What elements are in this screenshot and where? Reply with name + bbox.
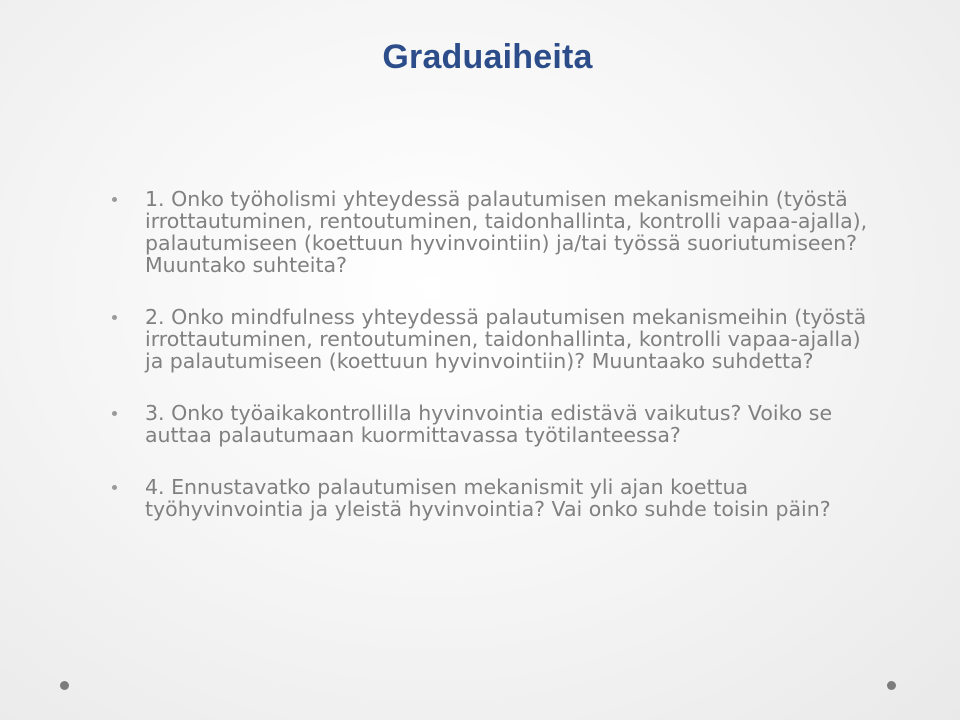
list-item-text: 1. Onko työholismi yhteydessä palautumisen mekanismeihin (työstä irrottautuminen, rentoutuminen, taidonhallinta, kontrolli vapaa-ajalla), palautumiseen (koettuun hyvinvointiin) ja/tai työssä suoriutumiseen? Muuntako suhteita? xyxy=(145,187,868,277)
decorative-dot-icon xyxy=(60,681,69,690)
list-item-text: 4. Ennustavatko palautumisen mekanismit yli ajan koettua työhyvinvointia ja yleistä hyvinvointia? Vai onko suhde toisin päin? xyxy=(145,475,831,521)
bullet-list xyxy=(112,188,882,520)
bullet-icon xyxy=(112,411,117,416)
list-item xyxy=(112,402,882,446)
list-item xyxy=(112,476,882,520)
slide-title: Graduaiheita xyxy=(382,38,593,76)
decorative-dot-icon xyxy=(887,681,896,690)
list-item xyxy=(112,188,882,276)
list-item-text: 2. Onko mindfulness yhteydessä palautumisen mekanismeihin (työstä irrottautuminen, rentoutuminen, taidonhallinta, kontrolli vapaa-ajalla) ja palautumiseen (koettuun hyvinvointiin)? Muuntaako suhdetta? xyxy=(145,305,867,373)
list-item xyxy=(112,306,882,372)
bullet-icon xyxy=(112,485,117,490)
list-item-text: 3. Onko työaikakontrollilla hyvinvointia edistävä vaikutus? Voiko se auttaa palautumaan kuormittavassa työtilanteessa? xyxy=(145,401,833,447)
bullet-icon xyxy=(112,315,117,320)
bullet-icon xyxy=(112,197,117,202)
